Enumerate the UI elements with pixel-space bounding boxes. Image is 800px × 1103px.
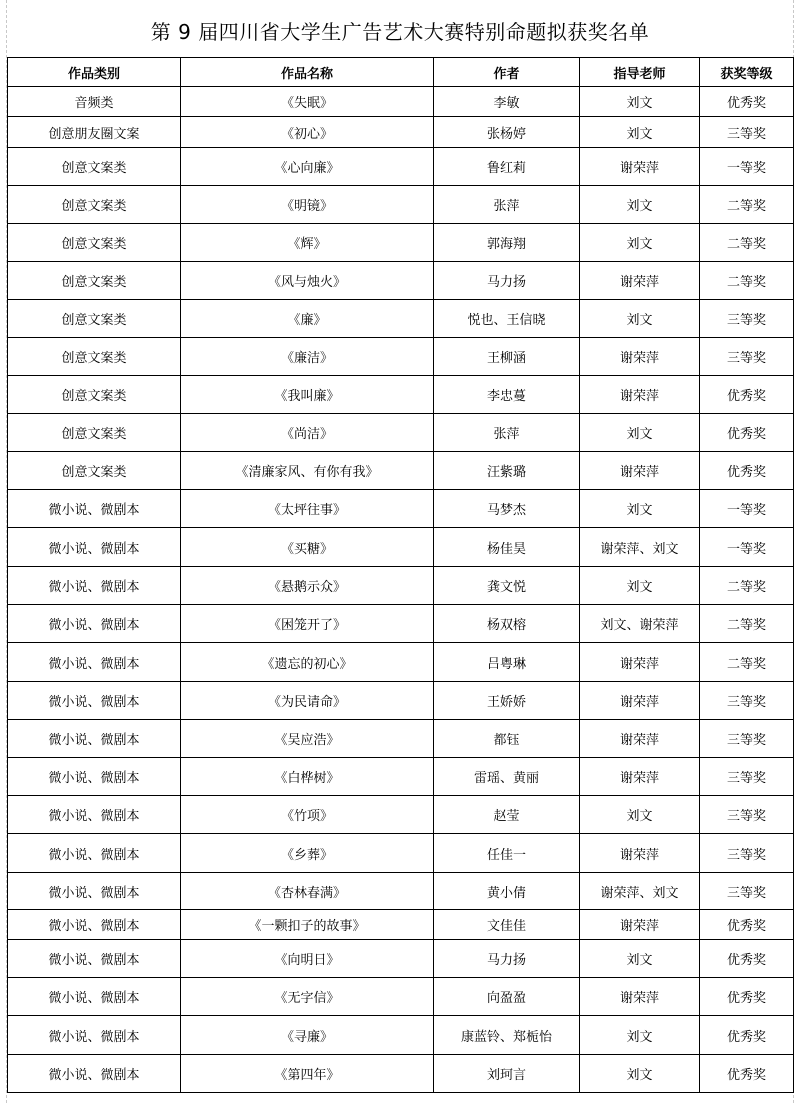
table-row: [8, 567, 794, 605]
cell-author: 杨佳昊: [434, 528, 580, 567]
cell-advisor: 谢荣萍: [580, 148, 700, 186]
cell-work-title: 《白桦树》: [181, 758, 434, 796]
cell-author: 张萍: [434, 186, 580, 224]
cell-award-level: 三等奖: [700, 873, 794, 910]
cell-work-title: 《竹项》: [181, 796, 434, 834]
table-row: [8, 87, 794, 117]
cell-advisor: 谢荣萍: [580, 376, 700, 414]
cell-author: 张杨婷: [434, 117, 580, 148]
cell-work-title: 《辉》: [181, 224, 434, 262]
cell-work-title: 《为民请命》: [181, 682, 434, 720]
cell-award-level: 三等奖: [700, 720, 794, 758]
cell-author: 郭海翔: [434, 224, 580, 262]
table-row: [8, 758, 794, 796]
table-row: [8, 300, 794, 338]
cell-award-level: 优秀奖: [700, 978, 794, 1016]
cell-category: 微小说、微剧本: [8, 940, 181, 978]
table-row: [8, 940, 794, 978]
cell-advisor: 谢荣萍、刘文: [580, 528, 700, 567]
table-row: [8, 262, 794, 300]
cell-award-level: 三等奖: [700, 796, 794, 834]
cell-award-level: 优秀奖: [700, 376, 794, 414]
cell-author: 马力扬: [434, 940, 580, 978]
cell-work-title: 《第四年》: [181, 1055, 434, 1093]
cell-category: 微小说、微剧本: [8, 490, 181, 528]
cell-award-level: 二等奖: [700, 224, 794, 262]
cell-work-title: 《我叫廉》: [181, 376, 434, 414]
cell-category: 创意文案类: [8, 414, 181, 452]
cell-award-level: 优秀奖: [700, 452, 794, 490]
cell-category: 创意文案类: [8, 376, 181, 414]
table-row: [8, 643, 794, 682]
cell-category: 微小说、微剧本: [8, 720, 181, 758]
cell-category: 创意文案类: [8, 224, 181, 262]
cell-author: 王娇娇: [434, 682, 580, 720]
cell-category: 微小说、微剧本: [8, 567, 181, 605]
cell-award-level: 二等奖: [700, 567, 794, 605]
cell-category: 创意朋友圈文案: [8, 117, 181, 148]
cell-advisor: 刘文: [580, 186, 700, 224]
cell-author: 文佳佳: [434, 910, 580, 940]
cell-category: 微小说、微剧本: [8, 1055, 181, 1093]
cell-author: 都钰: [434, 720, 580, 758]
cell-advisor: 刘文: [580, 224, 700, 262]
cell-advisor: 刘文、谢荣萍: [580, 605, 700, 643]
cell-work-title: 《无字信》: [181, 978, 434, 1016]
cell-advisor: 谢荣萍: [580, 978, 700, 1016]
cell-author: 龚文悦: [434, 567, 580, 605]
cell-author: 雷瑶、黄丽: [434, 758, 580, 796]
header-author: 作者: [434, 58, 580, 87]
cell-advisor: 刘文: [580, 1055, 700, 1093]
cell-award-level: 一等奖: [700, 528, 794, 567]
cell-author: 吕粤琳: [434, 643, 580, 682]
cell-advisor: 谢荣萍: [580, 338, 700, 376]
cell-author: 李忠蔓: [434, 376, 580, 414]
cell-category: 微小说、微剧本: [8, 910, 181, 940]
table-row: [8, 910, 794, 940]
cell-category: 微小说、微剧本: [8, 758, 181, 796]
cell-category: 创意文案类: [8, 186, 181, 224]
header-work-title: 作品名称: [181, 58, 434, 87]
cell-category: 创意文案类: [8, 148, 181, 186]
table-row: [8, 414, 794, 452]
cell-author: 鲁红莉: [434, 148, 580, 186]
table-row: [8, 605, 794, 643]
table-row: [8, 452, 794, 490]
cell-award-level: 优秀奖: [700, 910, 794, 940]
cell-advisor: 谢荣萍: [580, 682, 700, 720]
cell-work-title: 《廉洁》: [181, 338, 434, 376]
table-row: [8, 1016, 794, 1055]
cell-author: 黄小倩: [434, 873, 580, 910]
cell-author: 马力扬: [434, 262, 580, 300]
cell-category: 微小说、微剧本: [8, 796, 181, 834]
table-row: [8, 978, 794, 1016]
cell-work-title: 《心向廉》: [181, 148, 434, 186]
cell-author: 赵莹: [434, 796, 580, 834]
cell-author: 悦也、王信晓: [434, 300, 580, 338]
table-row: [8, 117, 794, 148]
cell-work-title: 《买糖》: [181, 528, 434, 567]
cell-advisor: 谢荣萍: [580, 910, 700, 940]
cell-work-title: 《太坪往事》: [181, 490, 434, 528]
cell-author: 康蓝铃、郑栀怡: [434, 1016, 580, 1055]
cell-award-level: 优秀奖: [700, 1016, 794, 1055]
cell-award-level: 二等奖: [700, 643, 794, 682]
cell-advisor: 谢荣萍: [580, 720, 700, 758]
cell-work-title: 《失眠》: [181, 87, 434, 117]
table-row: [8, 376, 794, 414]
table-row: [8, 490, 794, 528]
cell-advisor: 刘文: [580, 87, 700, 117]
cell-work-title: 《一颗扣子的故事》: [181, 910, 434, 940]
cell-advisor: 刘文: [580, 1016, 700, 1055]
header-category: 作品类别: [8, 58, 181, 87]
cell-advisor: 刘文: [580, 940, 700, 978]
table-row: [8, 224, 794, 262]
cell-award-level: 三等奖: [700, 338, 794, 376]
cell-category: 微小说、微剧本: [8, 528, 181, 567]
cell-category: 微小说、微剧本: [8, 605, 181, 643]
table-body: [8, 87, 794, 1093]
header-advisor: 指导老师: [580, 58, 700, 87]
cell-award-level: 三等奖: [700, 300, 794, 338]
cell-award-level: 三等奖: [700, 682, 794, 720]
cell-work-title: 《悬鹅示众》: [181, 567, 434, 605]
table-row: [8, 834, 794, 873]
cell-author: 李敏: [434, 87, 580, 117]
cell-award-level: 三等奖: [700, 834, 794, 873]
cell-category: 创意文案类: [8, 452, 181, 490]
cell-advisor: 谢荣萍: [580, 262, 700, 300]
cell-award-level: 优秀奖: [700, 414, 794, 452]
cell-category: 微小说、微剧本: [8, 643, 181, 682]
cell-author: 汪紫璐: [434, 452, 580, 490]
cell-advisor: 谢荣萍、刘文: [580, 873, 700, 910]
header-award-level: 获奖等级: [700, 58, 794, 87]
cell-category: 微小说、微剧本: [8, 834, 181, 873]
cell-advisor: 谢荣萍: [580, 643, 700, 682]
table-row: [8, 682, 794, 720]
cell-work-title: 《风与烛火》: [181, 262, 434, 300]
cell-advisor: 刘文: [580, 490, 700, 528]
cell-author: 任佳一: [434, 834, 580, 873]
table-row: [8, 528, 794, 567]
table-row: [8, 873, 794, 910]
cell-work-title: 《乡葬》: [181, 834, 434, 873]
cell-category: 微小说、微剧本: [8, 682, 181, 720]
cell-category: 微小说、微剧本: [8, 978, 181, 1016]
cell-category: 创意文案类: [8, 300, 181, 338]
cell-advisor: 谢荣萍: [580, 834, 700, 873]
cell-award-level: 一等奖: [700, 490, 794, 528]
cell-work-title: 《遗忘的初心》: [181, 643, 434, 682]
cell-work-title: 《困笼开了》: [181, 605, 434, 643]
cell-award-level: 优秀奖: [700, 1055, 794, 1093]
cell-work-title: 《初心》: [181, 117, 434, 148]
cell-category: 音频类: [8, 87, 181, 117]
cell-author: 马梦杰: [434, 490, 580, 528]
table-header-row: [8, 58, 794, 87]
cell-work-title: 《杏林春满》: [181, 873, 434, 910]
cell-category: 微小说、微剧本: [8, 873, 181, 910]
table-row: [8, 796, 794, 834]
cell-work-title: 《吴应浩》: [181, 720, 434, 758]
cell-work-title: 《清廉家风、有你有我》: [181, 452, 434, 490]
cell-award-level: 二等奖: [700, 186, 794, 224]
cell-advisor: 刘文: [580, 567, 700, 605]
cell-award-level: 一等奖: [700, 148, 794, 186]
cell-work-title: 《尚洁》: [181, 414, 434, 452]
cell-category: 创意文案类: [8, 338, 181, 376]
cell-advisor: 刘文: [580, 300, 700, 338]
cell-award-level: 三等奖: [700, 117, 794, 148]
cell-award-level: 三等奖: [700, 758, 794, 796]
award-table: [7, 57, 794, 1093]
table-row: [8, 338, 794, 376]
cell-work-title: 《向明日》: [181, 940, 434, 978]
cell-award-level: 二等奖: [700, 262, 794, 300]
cell-award-level: 优秀奖: [700, 87, 794, 117]
cell-award-level: 二等奖: [700, 605, 794, 643]
cell-author: 刘珂言: [434, 1055, 580, 1093]
table-row: [8, 720, 794, 758]
cell-advisor: 刘文: [580, 117, 700, 148]
cell-work-title: 《明镜》: [181, 186, 434, 224]
cell-author: 王柳涵: [434, 338, 580, 376]
cell-work-title: 《寻廉》: [181, 1016, 434, 1055]
cell-advisor: 谢荣萍: [580, 758, 700, 796]
cell-advisor: 刘文: [580, 414, 700, 452]
cell-category: 微小说、微剧本: [8, 1016, 181, 1055]
cell-author: 向盈盈: [434, 978, 580, 1016]
cell-advisor: 谢荣萍: [580, 452, 700, 490]
cell-author: 杨双榕: [434, 605, 580, 643]
cell-work-title: 《廉》: [181, 300, 434, 338]
cell-category: 创意文案类: [8, 262, 181, 300]
table-row: [8, 186, 794, 224]
table-row: [8, 1055, 794, 1093]
table-row: [8, 148, 794, 186]
document-title: 第 9 届四川省大学生广告艺术大赛特别命题拟获奖名单: [150, 20, 650, 44]
cell-advisor: 刘文: [580, 796, 700, 834]
cell-award-level: 优秀奖: [700, 940, 794, 978]
cell-author: 张萍: [434, 414, 580, 452]
